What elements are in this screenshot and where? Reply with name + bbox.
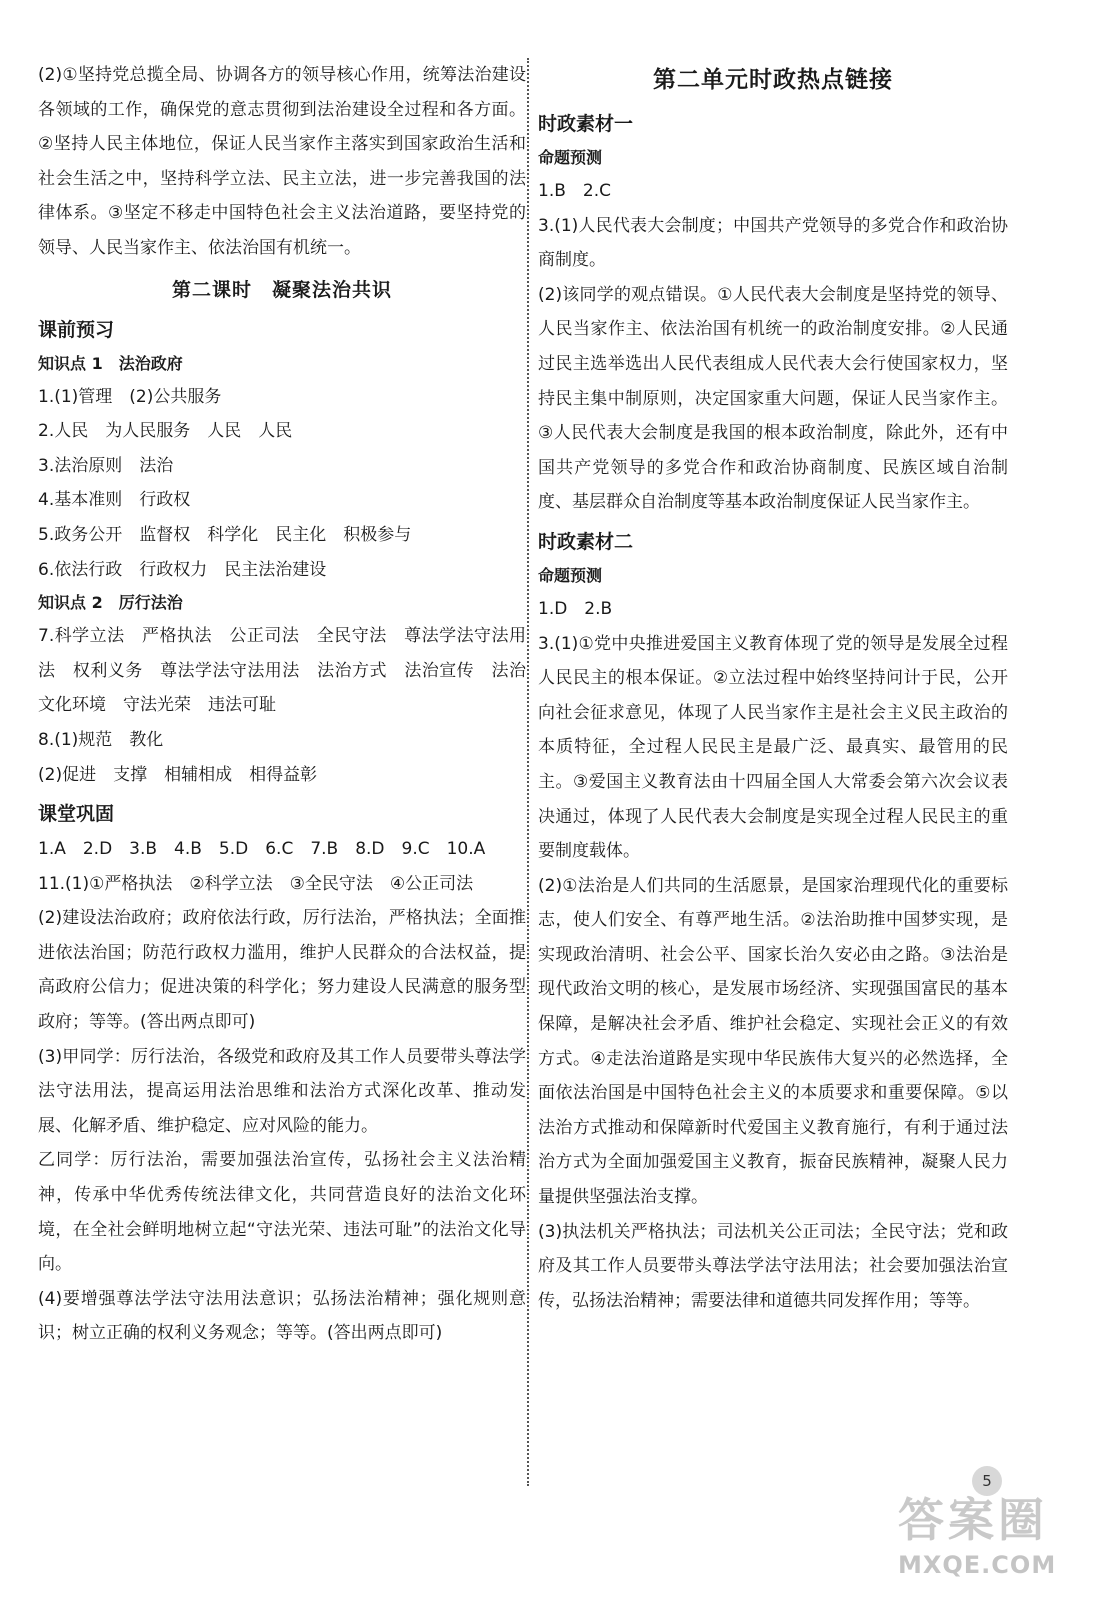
material-heading-2: 时政素材二 — [538, 530, 634, 553]
answer-line: 5.政务公开 监督权 科学化 民主化 积极参与 — [38, 524, 412, 545]
section-heading-class: 课堂巩固 — [38, 803, 115, 826]
answer-line: 7.科学立法 严格执法 公正司法 全民守法 尊法学法守法用法 权利义务 尊法学法守法用法 法治方式 法治宣传 法治文化环境 守法光荣 违法可耻 — [38, 626, 526, 716]
choice-answers: 1.B 2.C — [538, 181, 611, 201]
answer-paragraph: (4)要增强尊法学法守法用法意识；弘扬法治精神；强化规则意识；树立正确的权利义务观念；等等。(答出两点即可) — [38, 1288, 526, 1344]
unit-title: 第二单元时政热点链接 — [653, 67, 893, 93]
answer-paragraph: (3)执法机关严格执法；司法机关公正司法；全民守法；党和政府及其工作人员要带头尊法学法守法用法；社会要加强法治宣传，弘扬法治精神；需要法律和道德共同发挥作用；等等。 — [538, 1221, 1008, 1311]
answer-line: 3.法治原则 法治 — [38, 455, 174, 476]
knowledge-point-2: 知识点 2 厉行法治 — [38, 593, 183, 613]
answer-paragraph: 3.(1)人民代表大会制度；中国共产党领导的多党合作和政治协商制度。 — [538, 215, 1008, 271]
left-column — [38, 58, 526, 1351]
answer-line: 8.(1)规范 教化 — [38, 729, 164, 750]
answer-line: 4.基本准则 行政权 — [38, 490, 191, 511]
choice-answers: 1.A 2.D 3.B 4.B 5.D 6.C 7.B 8.D 9.C 10.A — [38, 839, 486, 860]
answer-paragraph: (2)该同学的观点错误。①人民代表大会制度是坚持党的领导、人民当家作主、依法治国有机统一的政治制度安排。②人民通过民主选举选出人民代表组成人民代表大会行使国家权力，坚持民主集中制原则，决定国家重大问题，保证人民当家作主。③人民代表大会制度是我国的根本政治制度，除此外，还有中国共产党领导的多党合作和政治协商制度、民族区域自治制度、基层群众自治制度等基本政治制度保证人民当家作主。 — [538, 284, 1008, 513]
watermark-text: 答案圈 — [898, 1493, 1048, 1547]
choice-answers: 1.D 2.B — [538, 598, 613, 619]
answer-paragraph: 3.(1)①党中央推进爱国主义教育体现了党的领导是发展全过程人民民主的根本保证。②立法过程中始终坚持问计于民，公开向社会征求意见，体现了人民当家作主是社会主义民主政治的本质特征，全过程人民民主是最广泛、最真实、最管用的民主。③爱国主义教育法由十四届全国人大常委会第六次会议表决通过，体现了人民代表大会制度是实现全过程人民民主的重要制度载体。 — [538, 633, 1008, 862]
answer-line: 1.(1)管理 (2)公共服务 — [38, 386, 222, 407]
answer-paragraph: (2)①坚持党总揽全局、协调各方的领导核心作用，统筹法治建设各领域的工作，确保党的意志贯彻到法治建设全过程和各方面。②坚持人民主体地位，保证人民当家作主落实到国家政治生活和社会生活之中，坚持科学立法、民主立法，进一步完善我国的法律体系。③坚定不移走中国特色社会主义法治道路，要坚持党的领导、人民当家作主、依法治国有机统一。 — [38, 65, 526, 258]
page-number: 5 — [972, 1466, 1002, 1496]
prediction-heading: 命题预测 — [538, 565, 603, 585]
answer-line: (2)促进 支撑 相辅相成 相得益彰 — [38, 764, 318, 785]
lesson-title: 第二课时 凝聚法治共识 — [171, 278, 392, 301]
answer-paragraph: (2)建设法治政府；政府依法行政，厉行法治，严格执法；全面推进依法治国；防范行政权力滥用，维护人民群众的合法权益，提高政府公信力；促进决策的科学化；努力建设人民满意的服务型政府；等等。(答出两点即可) — [38, 908, 526, 1033]
watermark-url: MXQE.COM — [898, 1551, 1057, 1579]
section-heading-preview: 课前预习 — [38, 318, 115, 341]
answer-paragraph: (3)甲同学：厉行法治，各级党和政府及其工作人员要带头尊法学法守法用法，提高运用法治思维和法治方式深化改革、推动发展、化解矛盾、维护稳定、应对风险的能力。 — [38, 1046, 526, 1136]
answer-line: 6.依法行政 行政权力 民主法治建设 — [38, 559, 327, 580]
knowledge-point-1: 知识点 1 法治政府 — [38, 353, 183, 373]
answer-paragraph: 乙同学：厉行法治，需要加强法治宣传，弘扬社会主义法治精神，传承中华优秀传统法律文化，共同营造良好的法治文化环境，在全社会鲜明地树立起“守法光荣、违法可耻”的法治文化导向。 — [38, 1150, 526, 1275]
right-column — [538, 58, 1008, 1318]
answer-paragraph: (2)①法治是人们共同的生活愿景，是国家治理现代化的重要标志，使人们安全、有尊严地生活。②法治助推中国梦实现，是实现政治清明、社会公平、国家长治久安必由之路。③法治是现代政治文明的核心，是发展市场经济、实现强国富民的基本保障，是解决社会矛盾、维护社会稳定、实现社会正义的有效方式。④走法治道路是实现中华民族伟大复兴的必然选择，全面依法治国是中国特色社会主义的本质要求和重要保障。⑤以法治方式推动和保障新时代爱国主义教育施行，有利于通过法治方式为全面加强爱国主义教育，振奋民族精神，凝聚人民力量提供坚强法治支撑。 — [538, 875, 1008, 1208]
column-divider — [527, 58, 529, 1486]
answer-line: 2.人民 为人民服务 人民 人民 — [38, 421, 293, 442]
prediction-heading: 命题预测 — [538, 148, 603, 167]
material-heading-1: 时政素材一 — [538, 113, 634, 135]
answer-paragraph: 11.(1)①严格执法 ②科学立法 ③全民守法 ④公正司法 — [38, 873, 474, 894]
watermark-logo — [898, 1492, 1088, 1596]
